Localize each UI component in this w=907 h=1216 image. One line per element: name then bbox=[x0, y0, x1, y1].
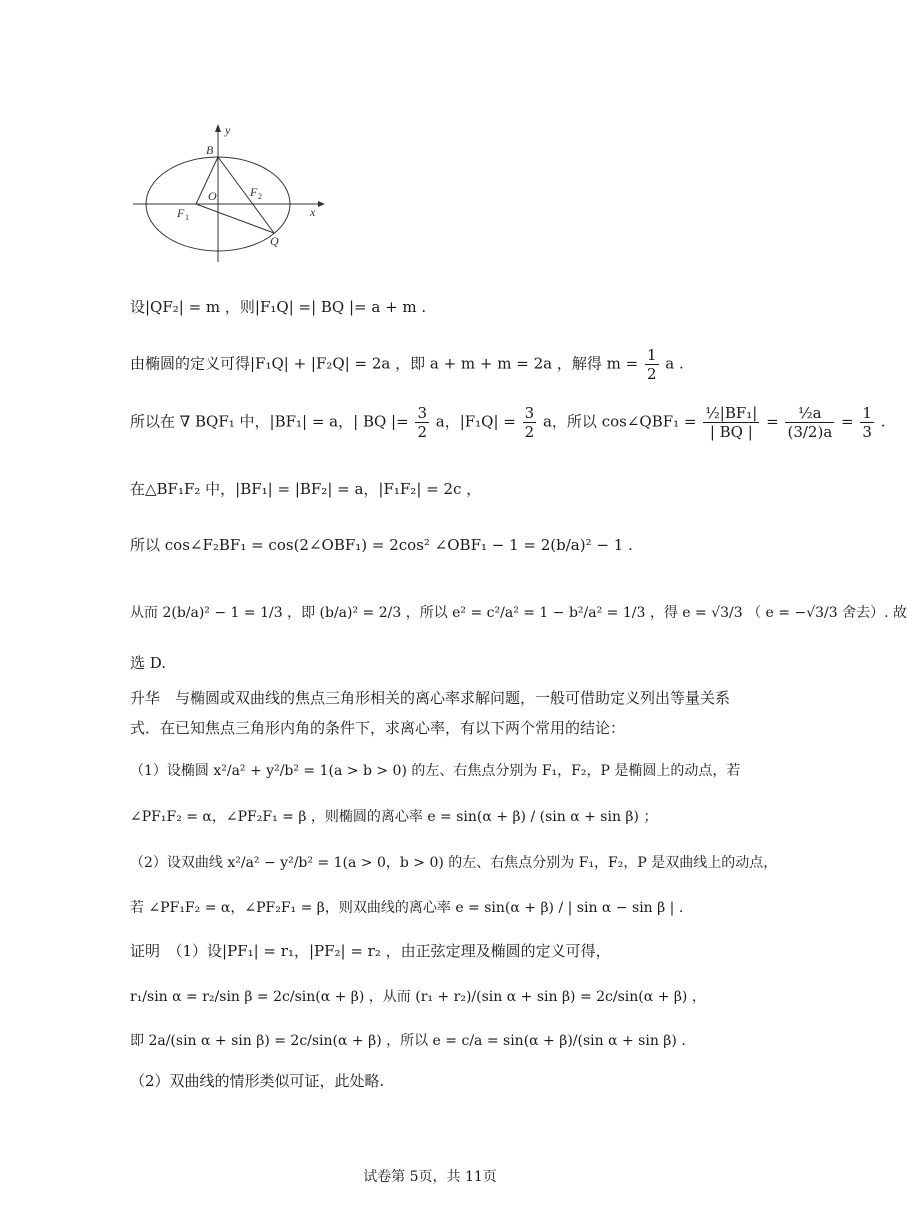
fraction-cos-1: $\frac{\text{½|BF₁|}}{| BQ |}$ bbox=[705, 404, 758, 441]
label-F2-sub: 2 bbox=[258, 192, 262, 201]
line-14: r₁/sin α = r₂/sin β = 2c/sin(α + β) ，从而 (r₁ + r₂)/(sin α + sin β) = 2c/sin(α + β) ， bbox=[130, 989, 706, 1005]
line-3-text-c: a，所以 cos∠QBF₁ = bbox=[542, 412, 697, 431]
ellipse-diagram bbox=[128, 120, 348, 270]
y-axis-arrow bbox=[215, 124, 221, 132]
line-3: 所以在 ∇ BQF₁ 中，|BF₁| = a，| BQ |= $\frac{3}{2}$ a，|F₁Q| = $\frac{3}{2}$ a，所以 cos∠QBF₁ = $\frac{\text{½|BF₁|}}{| BQ |}$ = $\frac{\text{½a}}{(3/2)a}$ = $\frac{1}{3}$ . bbox=[130, 404, 886, 441]
label-F1-sub: 1 bbox=[185, 213, 189, 222]
line-3-text-b: a，|F₁Q| = bbox=[435, 412, 516, 431]
fraction-cos-2: $\frac{\text{½a}}{(3/2)a}$ bbox=[787, 404, 833, 441]
line-9: （1）设椭圆 x²/a² + y²/b² = 1(a > b > 0) 的左、右焦点分别为 F₁，F₂，P 是椭圆上的动点，若 bbox=[130, 763, 741, 779]
fraction-half: $\frac{1}{2}$ bbox=[646, 346, 657, 383]
line-13: 证明 （1）设|PF₁| = r₁，|PF₂| = r₂ ，由正弦定理及椭圆的定义可得， bbox=[130, 942, 611, 960]
label-x: x bbox=[310, 205, 316, 219]
line-10: ∠PF₁F₂ = α，∠PF₂F₁ = β ，则椭圆的离心率 e = sin(α + β) / (sin α + sin β) ； bbox=[130, 809, 658, 825]
fraction-three-halves-2: $\frac{3}{2}$ bbox=[524, 404, 535, 441]
line-16: （2）双曲线的情形类似可证，此处略. bbox=[130, 1072, 385, 1090]
line-7: 选 D. bbox=[130, 654, 167, 672]
label-F1: F bbox=[177, 206, 185, 220]
line-3-text-a: 所以在 ∇ BQF₁ 中，|BF₁| = a，| BQ |= bbox=[130, 412, 409, 431]
label-B: B bbox=[206, 143, 214, 157]
page-footer: 试卷第 5页，共 11页 bbox=[363, 1169, 497, 1185]
label-O: O bbox=[208, 189, 217, 203]
label-F2: F bbox=[250, 185, 258, 199]
line-2-end: a . bbox=[665, 354, 684, 373]
line-5: 所以 cos∠F₂BF₁ = cos(2∠OBF₁) = 2cos² ∠OBF₁ − 1 = 2(b/a)² − 1 . bbox=[130, 536, 633, 554]
x-axis-arrow bbox=[318, 201, 325, 207]
line-2 bbox=[130, 346, 684, 383]
line-4: 在△BF₁F₂ 中，|BF₁| = |BF₂| = a，|F₁F₂| = 2c ， bbox=[130, 480, 482, 498]
line-1: 设|QF₂| = m ，则|F₁Q| =| BQ |= a + m . bbox=[130, 298, 427, 316]
line-15: 即 2a/(sin α + sin β) = 2c/sin(α + β) ，所以 e = c/a = sin(α + β)/(sin α + sin β) . bbox=[130, 1033, 686, 1049]
label-Q: Q bbox=[270, 234, 279, 248]
line-2-text: 由椭圆的定义可得|F₁Q| + |F₂Q| = 2a ，即 a + m + m = 2a ，解得 m = bbox=[130, 354, 639, 373]
fraction-three-halves-1: $\frac{3}{2}$ bbox=[417, 404, 427, 441]
label-y: y bbox=[225, 123, 231, 137]
line-12: 若 ∠PF₁F₂ = α，∠PF₂F₁ = β，则双曲线的离心率 e = sin(α + β) / | sin α − sin β | . bbox=[130, 900, 684, 916]
segment-F1Q bbox=[196, 204, 274, 233]
fraction-one-third: $\frac{1}{3}$ bbox=[862, 404, 872, 441]
line-6: 从而 2(b/a)² − 1 = 1/3 ，即 (b/a)² = 2/3 ，所以 e² = c²/a² = 1 − b²/a² = 1/3 ，得 e = √3/3 （ e = −√3/3 舍去）. 故 bbox=[130, 605, 907, 621]
paragraph-summary: 升华 与椭圆或双曲线的焦点三角形相关的离心率求解问题，一般可借助定义列出等量关系式．在已知焦点三角形内角的条件下，求离心率，有以下两个常用的结论： bbox=[130, 689, 731, 737]
line-11: （2）设双曲线 x²/a² − y²/b² = 1(a > 0，b > 0) 的左、右焦点分别为 F₁，F₂，P 是双曲线上的动点， bbox=[130, 855, 778, 871]
